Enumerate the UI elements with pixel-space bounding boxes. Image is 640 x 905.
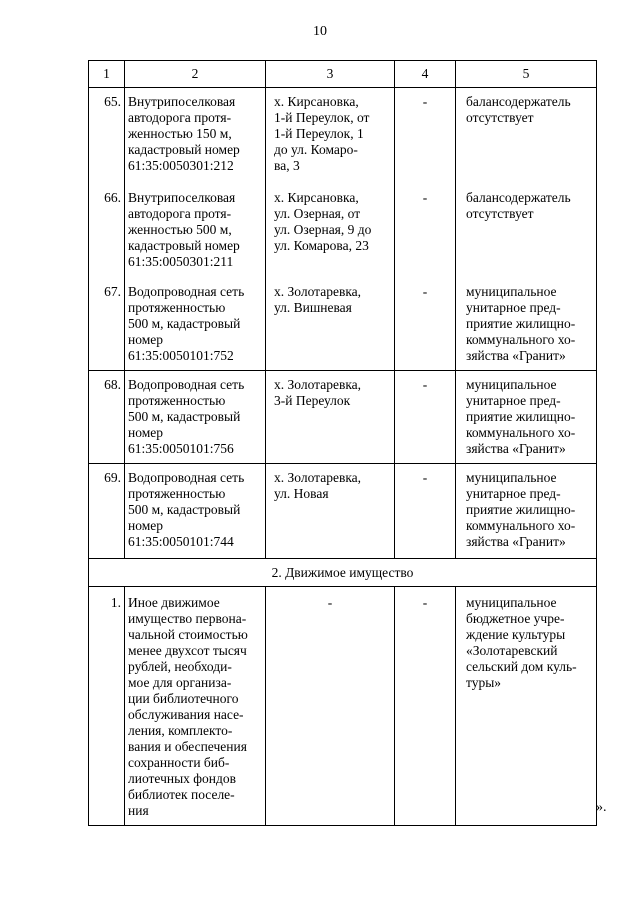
address-line: х. Кирсановка,: [274, 94, 359, 109]
address-line: х. Золотаревка,: [274, 470, 362, 485]
closing-quote-mark: ».: [596, 800, 607, 815]
object-address: -: [266, 587, 395, 826]
table-row: [89, 278, 597, 371]
object-name: [125, 371, 266, 464]
object-name-line: менее двухсот тысяч: [128, 643, 247, 658]
object-name-line: ции библиотечного: [128, 691, 239, 706]
balance-value: -: [395, 587, 456, 826]
object-name-line: Водопроводная сеть: [128, 284, 245, 299]
header-col-3: 3: [266, 61, 395, 88]
address-line: 1-й Переулок, от: [274, 110, 370, 125]
balance-holder: [456, 587, 597, 826]
object-name-line: протяженностью: [128, 393, 226, 408]
table-header-row: [89, 61, 597, 88]
row-number: 1.: [89, 587, 125, 826]
object-name-line: вания и обеспечения: [128, 739, 247, 754]
header-col-4: 4: [395, 61, 456, 88]
balance-holder: [456, 88, 597, 185]
balance-holder: [456, 464, 597, 559]
object-name-line: ния: [128, 803, 149, 818]
address-line: х. Золотаревка,: [274, 284, 362, 299]
balance-value: -: [395, 464, 456, 559]
holder-line: унитарное пред-: [466, 393, 561, 408]
object-name-line: 61:35:0050101:756: [128, 441, 234, 456]
row-number: 67.: [89, 278, 125, 371]
object-name-line: 500 м, кадастровый: [128, 316, 241, 331]
object-name-line: 61:35:0050301:211: [128, 254, 234, 269]
object-name: [125, 184, 266, 278]
holder-line: приятие жилищно-: [466, 409, 576, 424]
holder-line: отсутствует: [466, 206, 534, 221]
address-line: х. Кирсановка,: [274, 190, 359, 205]
object-name-line: протяженностью: [128, 486, 226, 501]
object-address: [266, 371, 395, 464]
object-name: [125, 278, 266, 371]
object-address: [266, 88, 395, 185]
object-name-line: 500 м, кадастровый: [128, 502, 241, 517]
holder-line: бюджетное учре-: [466, 611, 565, 626]
balance-value: -: [395, 88, 456, 185]
row-number: 65.: [89, 88, 125, 185]
object-name-line: Внутрипоселковая: [128, 190, 236, 205]
table-row: [89, 464, 597, 559]
address-line: ул. Новая: [274, 486, 329, 501]
object-name-line: женностью 150 м,: [128, 126, 232, 141]
holder-line: коммунального хо-: [466, 425, 576, 440]
object-name: [125, 587, 266, 826]
table-row: [89, 371, 597, 464]
object-name-line: чальной стоимостью: [128, 627, 248, 642]
object-address: [266, 184, 395, 278]
object-name-line: номер: [128, 518, 164, 533]
table-row: [89, 184, 597, 278]
table-row: [89, 88, 597, 185]
address-line: 1-й Переулок, 1: [274, 126, 364, 141]
object-address: [266, 464, 395, 559]
row-number: 69.: [89, 464, 125, 559]
object-name-line: протяженностью: [128, 300, 226, 315]
address-line: ул. Комарова, 23: [274, 238, 369, 253]
property-registry-table: [88, 60, 597, 826]
section-header-row: [89, 559, 597, 587]
holder-line: зяйства «Гранит»: [466, 441, 566, 456]
holder-line: приятие жилищно-: [466, 316, 576, 331]
holder-line: зяйства «Гранит»: [466, 348, 566, 363]
address-line: ул. Озерная, 9 до: [274, 222, 372, 237]
holder-line: унитарное пред-: [466, 486, 561, 501]
object-address: [266, 278, 395, 371]
holder-line: балансодержатель: [466, 190, 571, 205]
object-name-line: ления, комплекто-: [128, 723, 233, 738]
header-col-2: 2: [125, 61, 266, 88]
object-name-line: рублей, необходи-: [128, 659, 232, 674]
holder-line: муниципальное: [466, 284, 557, 299]
object-name-line: кадастровый номер: [128, 238, 240, 253]
address-line: ва, 3: [274, 158, 300, 173]
holder-line: муниципальное: [466, 377, 557, 392]
object-name-line: 500 м, кадастровый: [128, 409, 241, 424]
object-name-line: кадастровый номер: [128, 142, 240, 157]
object-name-line: автодорога протя-: [128, 110, 232, 125]
object-name-line: 61:35:0050301:212: [128, 158, 234, 173]
object-name-line: Иное движимое: [128, 595, 220, 610]
row-number: 66.: [89, 184, 125, 278]
holder-line: «Золотаревский: [466, 643, 558, 658]
balance-holder: [456, 371, 597, 464]
holder-line: коммунального хо-: [466, 332, 576, 347]
object-name-line: лиотечных фондов: [128, 771, 237, 786]
balance-holder: [456, 278, 597, 371]
object-name-line: Водопроводная сеть: [128, 377, 245, 392]
holder-line: унитарное пред-: [466, 300, 561, 315]
address-line: до ул. Комаро-: [274, 142, 358, 157]
section-title: 2. Движимое имущество: [89, 559, 597, 587]
object-name-line: сохранности биб-: [128, 755, 230, 770]
object-name-line: обслуживания насе-: [128, 707, 244, 722]
address-line: х. Золотаревка,: [274, 377, 362, 392]
balance-value: -: [395, 371, 456, 464]
holder-line: коммунального хо-: [466, 518, 576, 533]
balance-value: -: [395, 278, 456, 371]
balance-holder: [456, 184, 597, 278]
holder-line: сельский дом куль-: [466, 659, 577, 674]
header-col-5: 5: [456, 61, 597, 88]
holder-line: балансодержатель: [466, 94, 571, 109]
holder-line: муниципальное: [466, 595, 557, 610]
object-name: [125, 464, 266, 559]
object-name-line: женностью 500 м,: [128, 222, 232, 237]
address-line: ул. Озерная, от: [274, 206, 361, 221]
object-name-line: 61:35:0050101:744: [128, 534, 234, 549]
object-name-line: Внутрипоселковая: [128, 94, 236, 109]
object-name-line: библиотек поселе-: [128, 787, 235, 802]
holder-line: муниципальное: [466, 470, 557, 485]
holder-line: отсутствует: [466, 110, 534, 125]
address-line: ул. Вишневая: [274, 300, 352, 315]
address-line: 3-й Переулок: [274, 393, 351, 408]
object-name-line: 61:35:0050101:752: [128, 348, 234, 363]
holder-line: ждение культуры: [466, 627, 566, 642]
object-name-line: Водопроводная сеть: [128, 470, 245, 485]
object-name: [125, 88, 266, 185]
balance-value: -: [395, 184, 456, 278]
holder-line: приятие жилищно-: [466, 502, 576, 517]
row-number: 68.: [89, 371, 125, 464]
object-name-line: номер: [128, 425, 164, 440]
object-name-line: номер: [128, 332, 164, 347]
holder-line: зяйства «Гранит»: [466, 534, 566, 549]
object-name-line: мое для организа-: [128, 675, 232, 690]
page-number: 10: [313, 24, 327, 39]
table-row: [89, 587, 597, 826]
header-col-1: 1: [89, 61, 125, 88]
object-name-line: имущество первона-: [128, 611, 247, 626]
object-name-line: автодорога протя-: [128, 206, 232, 221]
holder-line: туры»: [466, 675, 502, 690]
